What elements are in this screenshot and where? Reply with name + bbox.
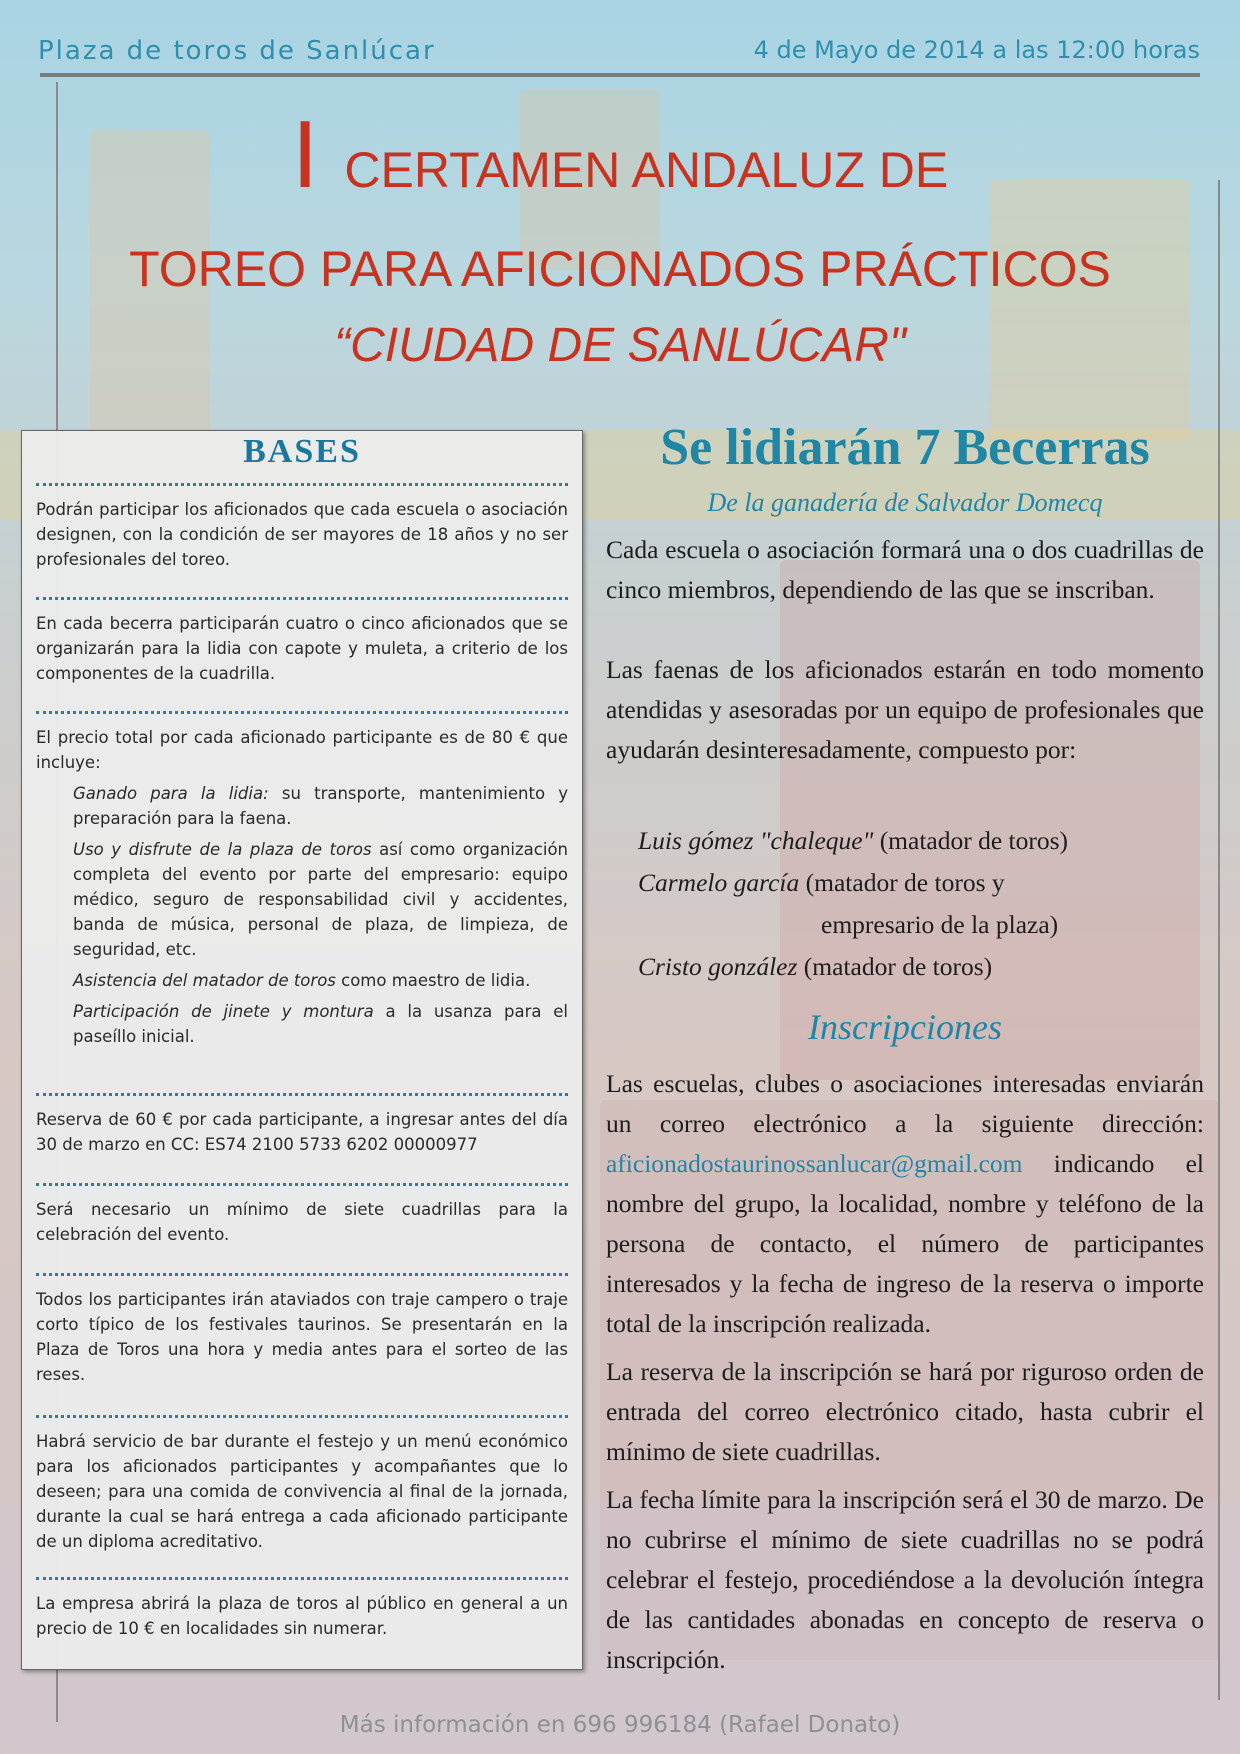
bases-minimum: Será necesario un mínimo de siete cuadrillas para la celebración del evento.: [36, 1200, 568, 1244]
bases-attire: Todos los participantes irán ataviados con traje campero o traje corto típico de los festivales taurinos. Se presentarán en la Plaza de Toros una hora y media antes para el sorteo de las reses.: [36, 1290, 568, 1384]
reserva-order-paragraph: La reserva de la inscripción se hará por riguroso orden de entrada del correo electrónico citado, hasta cubrir el mínimo de siete cuadrillas.: [606, 1357, 1204, 1466]
venue-name: Plaza de toros de Sanlúcar: [38, 36, 436, 66]
becerras-heading: Se lidiarán 7 Becerras: [660, 419, 1150, 476]
event-title-line3: “CIUDAD DE SANLÚCAR": [334, 319, 906, 372]
professionals-list: Luis gómez "chaleque" (matador de toros) Carmelo garcía (matador de toros y empresario de la plaza) Cristo gonzález (matador de toros): [638, 820, 1198, 988]
event-title-line2: TOREO PARA AFICIONADOS PRÁCTICOS: [129, 241, 1111, 297]
bases-panel: [21, 430, 583, 1670]
event-date: 4 de Mayo de 2014 a las 12:00 horas: [753, 36, 1200, 64]
professional-item: Cristo gonzález (matador de toros): [638, 952, 993, 981]
bases-price: El precio total por cada aficionado participante es de 80 € que incluye: Ganado para la lidia: su transporte, mantenimiento y preparación para la faena. Uso y disfrute de la plaza de toros así como organización completa del evento por parte del empresario: equipo médico, seguro de responsabilidad civil y accidentes, banda de música, personal de plaza, de limpieza, de seguridad, etc. Asistencia del matador de toros como maestro de lidia. Participación de jinete y montura a la usanza para el paseíllo inicial.: [36, 725, 568, 1049]
professional-item: Carmelo garcía (matador de toros y: [638, 868, 1005, 897]
divider: [36, 1577, 568, 1580]
divider: [36, 1415, 568, 1418]
bases-heading: BASES: [243, 433, 361, 470]
divider: [36, 483, 568, 486]
price-item-venue: Uso y disfrute de la plaza de toros así como organización completa del evento por parte del empresario: equipo médico, seguro de responsabilidad civil y accidentes, banda de música, personal de plaza, de limpieza, de seguridad, etc.: [73, 840, 569, 959]
header: [36, 36, 1200, 70]
divider: [36, 1183, 568, 1186]
contact-email-link[interactable]: aficionadostaurinossanlucar@gmail.com: [606, 1149, 1023, 1178]
inscripciones-heading: Inscripciones: [808, 1007, 1002, 1047]
divider: [36, 1273, 568, 1276]
footer-contact: Más información en 696 996184 (Rafael Donato): [339, 1712, 901, 1738]
ganaderia-subtitle: De la ganadería de Salvador Domecq: [707, 488, 1103, 517]
bases-bar-service: Habrá servicio de bar durante el festejo y un menú económico para los aficionados participantes y acompañantes que lo deseen; para una comida de convivencia al final de la jornada, durante la cual se hará entrega a cada aficionado participante de un diploma acreditativo.: [36, 1432, 568, 1551]
edition-numeral: I: [291, 101, 319, 208]
bases-public-access: La empresa abrirá la plaza de toros al público en general a un precio de 10 € en localidades sin numerar.: [36, 1594, 568, 1638]
deadline-paragraph: La fecha límite para la inscripción será el 30 de marzo. De no cubrirse el mínimo de siete cuadrillas no se podrá celebrar el festejo, procediéndose a la devolución íntegra de las cantidades abonadas en concepto de reserva o inscripción.: [606, 1485, 1204, 1674]
price-item-cattle: Ganado para la lidia: su transporte, mantenimiento y preparación para la faena.: [73, 784, 568, 828]
cuadrillas-paragraph: Cada escuela o asociación formará una o dos cuadrillas de cinco miembros, dependiendo de las que se inscriban.: [606, 535, 1204, 604]
right-vertical-rule: [1218, 180, 1220, 1700]
bases-eligibility: Podrán participar los aficionados que cada escuela o asociación designen, con la condición de ser mayores de 18 años y no ser profesionales del toreo.: [36, 500, 568, 569]
bases-participants: En cada becerra participarán cuatro o cinco aficionados que se organizarán para la lidia con capote y muleta, a criterio de los componentes de la cuadrilla.: [36, 614, 568, 683]
price-item-matador: Asistencia del matador de toros como maestro de lidia.: [73, 971, 531, 990]
divider: [36, 1093, 568, 1096]
divider: [36, 711, 568, 714]
profesionales-paragraph: Las faenas de los aficionados estarán en todo momento atendidas y asesoradas por un equipo de profesionales que ayudarán desinteresadamente, compuesto por:: [606, 655, 1204, 764]
price-item-rider: Participación de jinete y montura a la usanza para el paseíllo inicial.: [73, 1002, 569, 1046]
bases-reservation: Reserva de 60 € por cada participante, a ingresar antes del día 30 de marzo en CC: ES74 2100 5733 6202 00000977: [36, 1110, 568, 1154]
event-title-line1: I CERTAMEN ANDALUZ DE: [291, 101, 949, 208]
professional-item: Luis gómez "chaleque" (matador de toros): [638, 826, 1069, 855]
divider: [36, 597, 568, 600]
header-divider: [40, 73, 1200, 77]
inscripciones-paragraph: Las escuelas, clubes o asociaciones interesadas enviarán un correo electrónico a la siguiente dirección: aficionadostaurinossanlucar@gmail.com indicando el nombre del grupo, la localidad, nombre y teléfono de la persona de contacto, el número de participantes interesados y la fecha de ingreso de la reserva o importe total de la inscripción realizada.: [606, 1069, 1204, 1338]
